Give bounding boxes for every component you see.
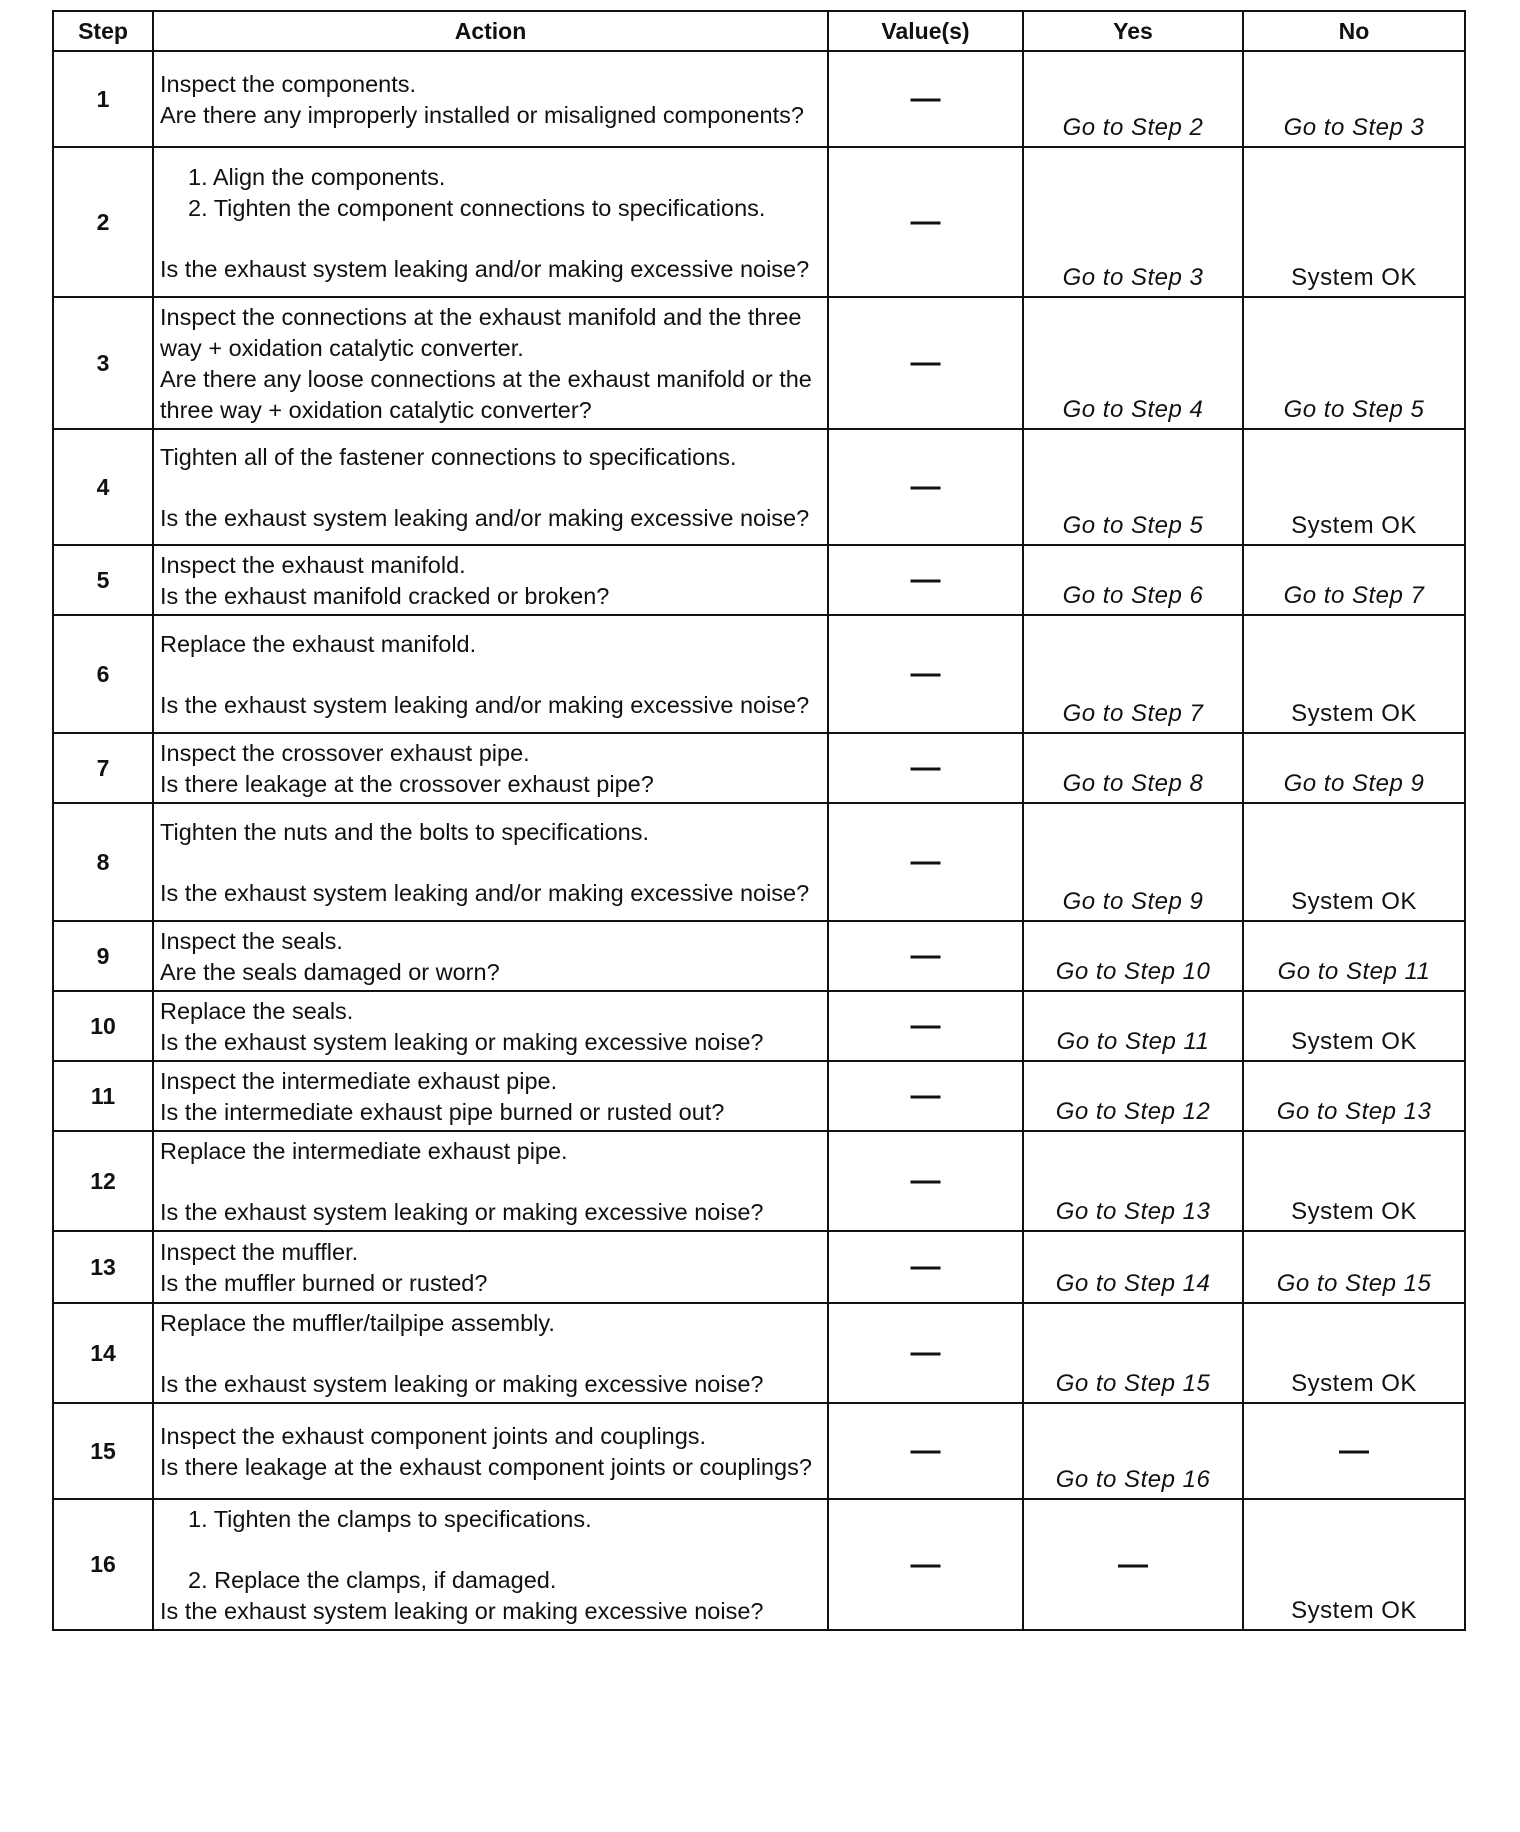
action-line: Is the muffler burned or rusted? — [160, 1270, 488, 1296]
no-cell: Go to Step 7 — [1243, 545, 1465, 615]
yes-cell: Go to Step 13 — [1023, 1131, 1243, 1231]
action-line: Is the exhaust system leaking or making excessive noise? — [160, 1371, 764, 1397]
step-number: 9 — [53, 921, 153, 991]
value-cell: — — [828, 429, 1023, 545]
action-line: Replace the intermediate exhaust pipe. — [160, 1138, 568, 1164]
action-cell — [153, 803, 828, 921]
yes-cell: Go to Step 15 — [1023, 1303, 1243, 1403]
action-line: Inspect the crossover exhaust pipe. — [160, 740, 530, 766]
value-cell: — — [828, 733, 1023, 803]
action-spacer — [160, 473, 821, 503]
value-cell: — — [828, 1303, 1023, 1403]
step-number: 8 — [53, 803, 153, 921]
action-cell — [153, 1231, 828, 1303]
action-spacer — [160, 660, 821, 690]
yes-cell: Go to Step 16 — [1023, 1403, 1243, 1499]
action-spacer — [160, 848, 821, 878]
action-line: Is the exhaust system leaking and/or making excessive noise? — [160, 505, 810, 531]
value-cell: — — [828, 1499, 1023, 1630]
table-row — [53, 803, 1465, 921]
value-cell: — — [828, 297, 1023, 429]
step-number: 15 — [53, 1403, 153, 1499]
step-number: 3 — [53, 297, 153, 429]
table-row — [53, 1231, 1465, 1303]
value-cell: — — [828, 615, 1023, 733]
step-number: 13 — [53, 1231, 153, 1303]
value-cell: — — [828, 991, 1023, 1061]
no-cell: Go to Step 5 — [1243, 297, 1465, 429]
no-cell: Go to Step 9 — [1243, 733, 1465, 803]
step-number: 10 — [53, 991, 153, 1061]
table-row — [53, 297, 1465, 429]
table-row — [53, 615, 1465, 733]
header-values: Value(s) — [828, 11, 1023, 51]
action-line: 2. Tighten the component connections to specifications. — [188, 194, 766, 221]
value-cell: — — [828, 1061, 1023, 1131]
header-row — [53, 11, 1465, 51]
action-spacer — [160, 1339, 821, 1369]
action-line: Tighten all of the fastener connections to specifications. — [160, 444, 737, 470]
yes-cell: Go to Step 12 — [1023, 1061, 1243, 1131]
no-cell: System OK — [1243, 429, 1465, 545]
action-cell — [153, 1403, 828, 1499]
no-cell: Go to Step 3 — [1243, 51, 1465, 147]
action-cell — [153, 1061, 828, 1131]
action-cell — [153, 991, 828, 1061]
action-cell — [153, 1303, 828, 1403]
table-row — [53, 991, 1465, 1061]
action-cell — [153, 429, 828, 545]
action-line: Are there any improperly installed or misaligned components? — [160, 102, 804, 128]
step-number: 6 — [53, 615, 153, 733]
action-spacer — [160, 1535, 821, 1565]
action-cell — [153, 1131, 828, 1231]
table-row — [53, 429, 1465, 545]
step-number: 1 — [53, 51, 153, 147]
table-row — [53, 147, 1465, 297]
action-line: Is the exhaust system leaking or making excessive noise? — [160, 1029, 764, 1055]
header-action: Action — [153, 11, 828, 51]
action-cell — [153, 733, 828, 803]
action-line: Is the exhaust system leaking or making excessive noise? — [160, 1598, 764, 1624]
table-row — [53, 1131, 1465, 1231]
action-cell — [153, 297, 828, 429]
no-cell: Go to Step 11 — [1243, 921, 1465, 991]
action-cell — [153, 51, 828, 147]
table-row — [53, 733, 1465, 803]
action-line: Is the exhaust manifold cracked or broken? — [160, 583, 610, 609]
table-row — [53, 1403, 1465, 1499]
table-row — [53, 921, 1465, 991]
value-cell: — — [828, 51, 1023, 147]
value-cell: — — [828, 803, 1023, 921]
table-row — [53, 1061, 1465, 1131]
yes-cell: Go to Step 7 — [1023, 615, 1243, 733]
header-no: No — [1243, 11, 1465, 51]
no-cell: System OK — [1243, 1499, 1465, 1630]
action-line: Are the seals damaged or worn? — [160, 959, 500, 985]
no-cell: — — [1243, 1403, 1465, 1499]
yes-cell: Go to Step 6 — [1023, 545, 1243, 615]
yes-cell: Go to Step 14 — [1023, 1231, 1243, 1303]
action-line: 1. Align the components. — [188, 163, 446, 190]
value-cell: — — [828, 921, 1023, 991]
no-cell: System OK — [1243, 147, 1465, 297]
step-number: 14 — [53, 1303, 153, 1403]
step-number: 5 — [53, 545, 153, 615]
action-line: Is the exhaust system leaking and/or making excessive noise? — [160, 692, 810, 718]
no-cell: Go to Step 15 — [1243, 1231, 1465, 1303]
action-line: Inspect the seals. — [160, 928, 343, 954]
step-number: 7 — [53, 733, 153, 803]
action-line: Replace the muffler/tailpipe assembly. — [160, 1310, 555, 1336]
yes-cell: Go to Step 8 — [1023, 733, 1243, 803]
action-line: Inspect the components. — [160, 71, 417, 97]
header-step: Step — [53, 11, 153, 51]
yes-cell: — — [1023, 1499, 1243, 1630]
yes-cell: Go to Step 11 — [1023, 991, 1243, 1061]
value-cell: — — [828, 147, 1023, 297]
no-cell: System OK — [1243, 1131, 1465, 1231]
action-line: Replace the exhaust manifold. — [160, 631, 477, 657]
value-cell: — — [828, 1403, 1023, 1499]
step-number: 2 — [53, 147, 153, 297]
action-cell — [153, 615, 828, 733]
action-line: Is the exhaust system leaking and/or making excessive noise? — [160, 255, 810, 282]
action-spacer — [160, 1167, 821, 1197]
action-cell — [153, 1499, 828, 1630]
step-number: 4 — [53, 429, 153, 545]
no-cell: System OK — [1243, 1303, 1465, 1403]
action-line: Is there leakage at the crossover exhaust pipe? — [160, 771, 654, 797]
action-line: Tighten the nuts and the bolts to specifications. — [160, 819, 650, 845]
header-yes: Yes — [1023, 11, 1243, 51]
action-line: Is the exhaust system leaking and/or making excessive noise? — [160, 880, 810, 906]
yes-cell: Go to Step 2 — [1023, 51, 1243, 147]
no-cell: System OK — [1243, 615, 1465, 733]
action-line: 1. Tighten the clamps to specifications. — [188, 1506, 592, 1532]
no-cell: Go to Step 13 — [1243, 1061, 1465, 1131]
table-row — [53, 545, 1465, 615]
table-body — [53, 51, 1465, 1630]
yes-cell: Go to Step 4 — [1023, 297, 1243, 429]
action-line: Is the exhaust system leaking or making excessive noise? — [160, 1199, 764, 1225]
action-line: Is there leakage at the exhaust component joints or couplings? — [160, 1454, 812, 1480]
action-line: Is the intermediate exhaust pipe burned or rusted out? — [160, 1099, 725, 1125]
value-cell: — — [828, 545, 1023, 615]
yes-cell: Go to Step 5 — [1023, 429, 1243, 545]
action-line: Inspect the muffler. — [160, 1239, 359, 1265]
table-row — [53, 1303, 1465, 1403]
action-line: Are there any loose connections at the exhaust manifold or the three way + oxidation catalytic converter? — [160, 366, 812, 423]
action-spacer — [160, 224, 821, 254]
action-cell — [153, 147, 828, 297]
action-line: Replace the seals. — [160, 998, 354, 1024]
table-row — [53, 1499, 1465, 1630]
step-number: 11 — [53, 1061, 153, 1131]
value-cell: — — [828, 1231, 1023, 1303]
action-line: Inspect the exhaust manifold. — [160, 552, 466, 578]
action-line: Inspect the exhaust component joints and couplings. — [160, 1423, 707, 1449]
action-cell — [153, 921, 828, 991]
step-number: 12 — [53, 1131, 153, 1231]
action-line: Inspect the connections at the exhaust manifold and the three way + oxidation catalytic converter. — [160, 304, 802, 361]
table-row — [53, 51, 1465, 147]
action-line: 2. Replace the clamps, if damaged. — [188, 1567, 557, 1593]
yes-cell: Go to Step 10 — [1023, 921, 1243, 991]
no-cell: System OK — [1243, 991, 1465, 1061]
step-number: 16 — [53, 1499, 153, 1630]
yes-cell: Go to Step 3 — [1023, 147, 1243, 297]
action-cell — [153, 545, 828, 615]
yes-cell: Go to Step 9 — [1023, 803, 1243, 921]
no-cell: System OK — [1243, 803, 1465, 921]
diagnostic-table — [52, 10, 1466, 1631]
value-cell: — — [828, 1131, 1023, 1231]
action-line: Inspect the intermediate exhaust pipe. — [160, 1068, 558, 1094]
